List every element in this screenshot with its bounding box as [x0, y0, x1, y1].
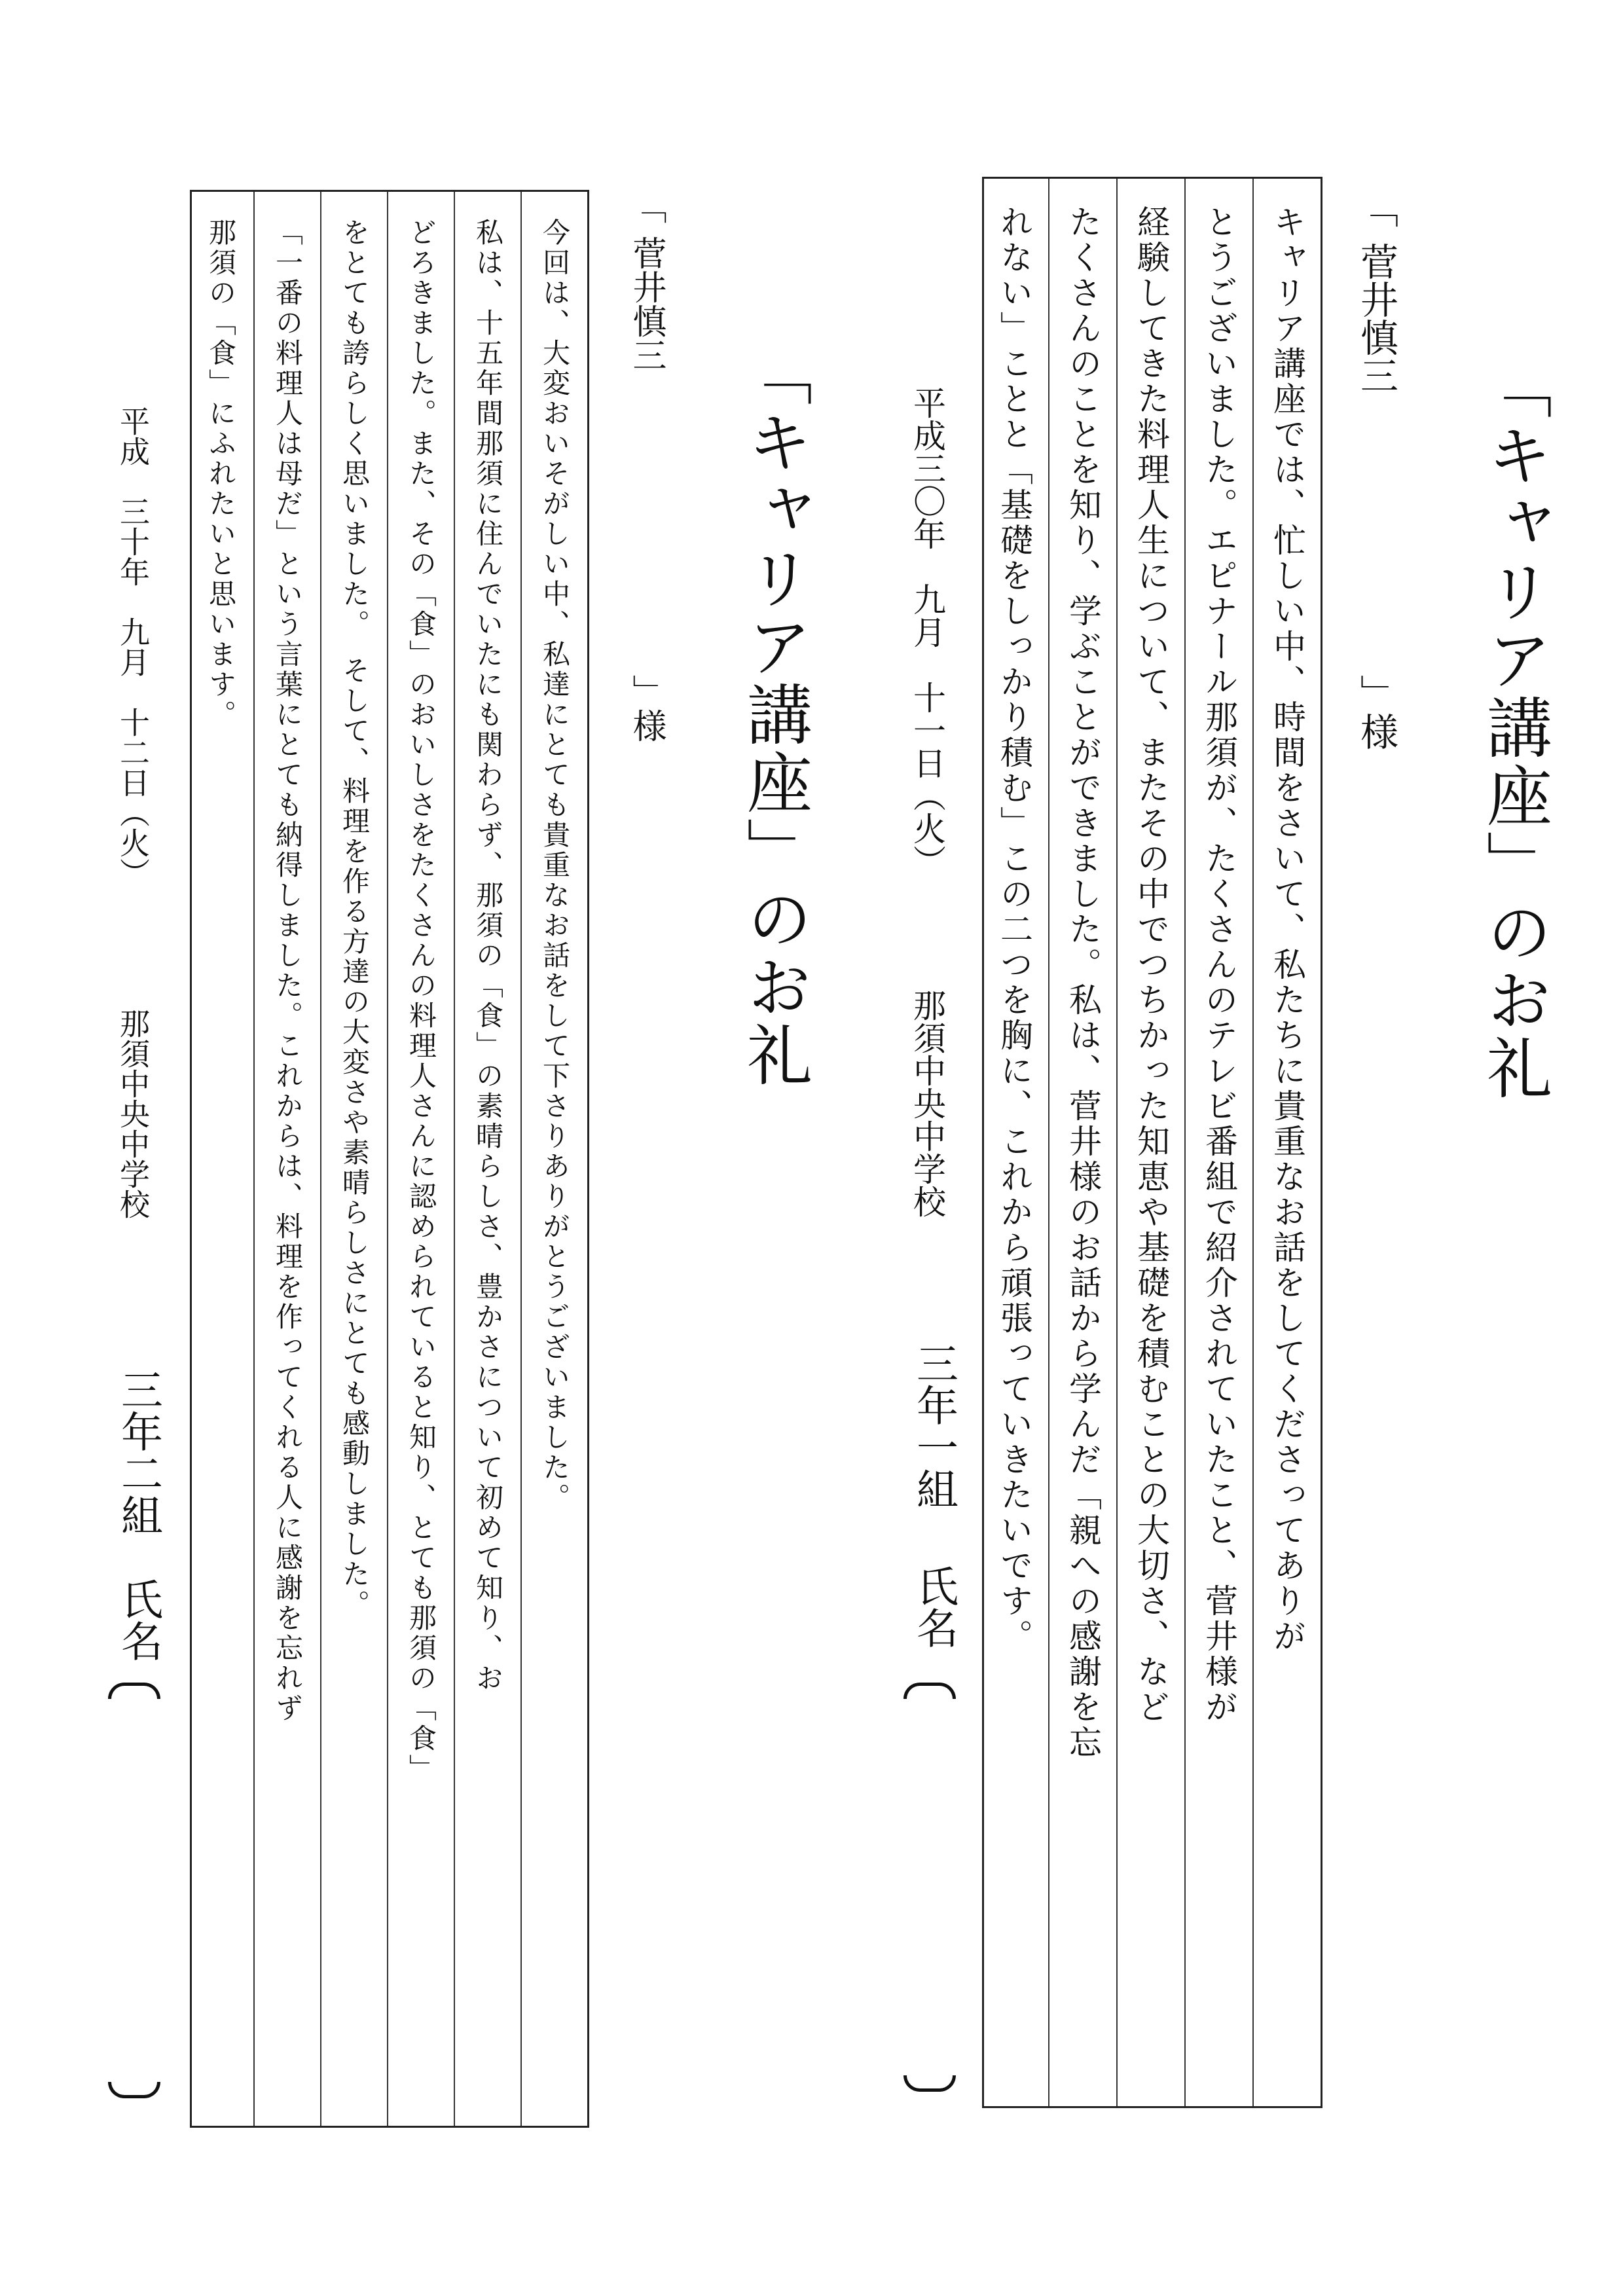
recipient-honorific: 」様 [1354, 674, 1398, 750]
message-line: たくさんのことを知り、学ぶことができました。私は、菅井様のお話から学んだ「親への感謝を忘 [1048, 179, 1116, 2106]
letter-title: 「キャリア講座」のお礼 [1476, 354, 1552, 1102]
school-name: 那須中央中学校 [115, 1008, 151, 1219]
message-line: 今回は、大変おいそがしい中、私達にとても貴重なお話をして下さりありがとうございました。 [520, 192, 587, 2126]
message-line: どろきました。また、その「食」のおいしさをたくさんの料理人さんに認められていると知り、とても那須の「食」 [387, 192, 454, 2126]
message-line: 私は、十五年間那須に住んでいたにも関わらず、那須の「食」の素晴らしさ、豊かさについて初めて知り、お [454, 192, 520, 2126]
class-label: 三年一組 [909, 1342, 958, 1510]
school-name: 那須中央中学校 [908, 989, 946, 1218]
name-close-paren-mark [903, 2075, 956, 2092]
date: 平成 三十年 九月 十二日（火） [115, 406, 151, 888]
message-line: とうございました。エピナール那須が、たくさんのテレビ番組で紹介されていたこと、菅井様が [1184, 179, 1252, 2106]
message-line: れない」ことと「基礎をしっかり積む」この二つを胸に、これから頑張っていきたいです。 [995, 205, 1033, 1654]
name-open-paren-mark [903, 1683, 956, 1699]
message-line: をとても誇らしく思いました。 そして、料理を作る方達の大変さや素晴らしさにとても感動しました。 [320, 192, 387, 2126]
message-line: キャリア講座では、忙しい中、時間をさいて、私たちに貴重なお話をしてくださってありが [1252, 179, 1321, 2106]
recipient-bracket: 「 [627, 190, 666, 224]
recipient-name: 菅井慎三 [1354, 242, 1398, 394]
name-close-paren-mark [108, 2082, 160, 2098]
letter-title: 「キャリア講座」のお礼 [736, 340, 812, 1089]
date: 平成三〇年 九月 十一日（火） [908, 386, 946, 877]
recipient-name: 菅井慎三 [627, 236, 666, 372]
class-label: 三年二組 [114, 1368, 162, 1536]
message-line: 「一番の料理人は母だ」という言葉にとても納得しました。これからは、料理を作ってくれる人に感謝を忘れず [253, 192, 320, 2126]
message-line: 那須の「食」にふれたいと思います。 [205, 218, 237, 730]
recipient-honorific: 」様 [627, 674, 666, 742]
message-box [982, 177, 1322, 2108]
message-line: 経験してきた料理人生について、またその中でつちかった知恵や基礎を積むことの大切さ、など [1116, 179, 1184, 2106]
name-open-paren-mark [108, 1683, 160, 1699]
name-label: 氏名 [909, 1565, 958, 1649]
message-box [190, 190, 589, 2128]
recipient-bracket: 「 [1354, 190, 1398, 228]
letter-right [812, 0, 1623, 2296]
name-label: 氏名 [114, 1578, 162, 1662]
